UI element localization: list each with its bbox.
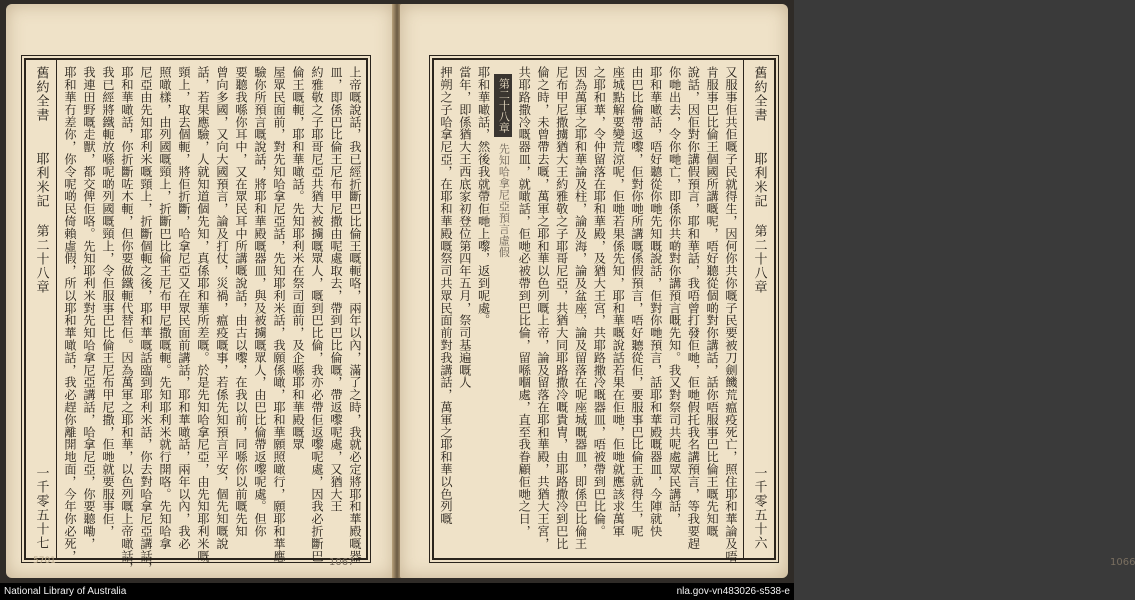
text-column: 尼亞由先知耶利米嘅頸上，折斷個軛之後，耶和華嘅話臨到耶利米話，你去對哈拿尼亞講話， bbox=[139, 66, 153, 575]
running-title: 舊約全書 bbox=[33, 66, 49, 122]
text-column: 當年，即係猶大王西底家初登位第四年五月，祭司基遍嘅人 bbox=[457, 66, 472, 389]
chapter-label: 第二十八章 bbox=[33, 224, 49, 294]
text-column: 尼布甲尼撒擄猶大王約雅敬之子耶哥尼亞，共猶大同耶路撒冷嘅貴冑，由耶路撒冷到巴比 bbox=[554, 66, 569, 550]
right-page-text bbox=[438, 66, 738, 562]
chapter-heading-block bbox=[494, 66, 512, 552]
text-column: 倫之時，未曾帶去嘅，萬軍之耶和華以色列嘅上帝，論及留落在耶和華殿，共猶大王宮， bbox=[535, 66, 550, 550]
text-column: 耶和華噉話，然後我就帶佢哋上嚟，返到呢處。 bbox=[476, 66, 491, 327]
text-column: 耶和華冇差你，你令呢啲民倚賴虛假，所以耶和華噉話，我必趕你離開地面，今年你必死， bbox=[63, 66, 77, 562]
text-column: 之耶和華，令仲留落在耶和華殿，及猶大王宮，共耶路撒冷嘅器皿，唔被帶到巴比倫。 bbox=[592, 66, 607, 538]
running-title: 舊約全書 bbox=[751, 66, 767, 122]
text-column: 照噉樣，由列國嘅頸上，折斷巴比倫王尼布甲尼撒嘅軛。先知耶利米就行開咯。先知哈拿 bbox=[158, 66, 172, 550]
catalog-stamp: 5701 bbox=[33, 556, 56, 566]
archive-identifier: nla.gov-vn483026-s538-e bbox=[676, 586, 790, 597]
text-column: 屋眾民面前，對先知哈拿尼亞話，先知耶利米話，我願係噉，耶和華願照噉行，願耶和華應 bbox=[272, 66, 286, 562]
text-column: 共耶路撒冷嘅器皿，就噉話，佢哋必被帶到巴比倫，留喺嗰處，直至我眷顧佢哋之日， bbox=[517, 66, 532, 538]
archive-footer bbox=[0, 583, 794, 600]
text-column: 我連田野嘅走獸，都交俾佢咯。先知耶利米對先知哈拿尼亞講話，哈拿尼亞，你要聽嘞， bbox=[82, 66, 96, 550]
text-column: 曾向多國，又向大國預言，論及打仗，災禍，瘟疫嘅事，若係先知預言平安，個先知嘅說 bbox=[215, 66, 229, 550]
text-column: 皿，即係巴比倫王尼布甲尼撒由呢處取去，帶到巴比倫嘅，帶返嚟呢處，又猶大王 bbox=[329, 66, 343, 513]
book-title: 耶利米記 bbox=[33, 152, 49, 208]
folio-number: 1067 bbox=[329, 557, 355, 568]
text-column: 頸上，取去個軛，將佢折斷，哈拿尼亞又在眾民面前講話，耶和華噉話，兩年以內，我必 bbox=[177, 66, 191, 550]
text-column: 驗你所預言嘅說話，將耶和華殿嘅器皿，與及被擄嘅眾人，由巴比倫帶返嚟呢處。但你 bbox=[253, 66, 267, 538]
book-title: 耶利米記 bbox=[751, 152, 767, 208]
text-column: 約雅敬之子耶哥尼亞共猶大被擄嘅眾人，嘅到巴比倫，我亦必帶佢返嚟呢處，因我必折斷巴 bbox=[310, 66, 324, 562]
text-column: 耶和華噉話，你折斷咗木軛，但你要做鐵軛代替佢。因為萬軍之耶和華，以色列嘅上帝噉話， bbox=[120, 66, 134, 575]
chapter-summary: 先知哈拿尼亞預言虛假 bbox=[497, 143, 511, 258]
left-page bbox=[6, 4, 394, 578]
text-column: 上帝嘅說話，我已經折斷巴比倫王嘅軛咯，兩年以內，滿了之時，我就必定將耶和華殿嘅器 bbox=[348, 66, 362, 562]
text-column: 座城點解要變荒涼呢，佢哋若果係先知，耶和華嘅說話若果在佢哋，佢哋就應該求萬軍 bbox=[611, 66, 626, 538]
text-column: 我已經將鐵軛放喺呢啲列國嘅頸上，令佢服事巴比倫王尼布甲尼撒，佢哋就要服事佢， bbox=[101, 66, 115, 538]
library-credit: National Library of Australia bbox=[4, 586, 127, 597]
folio-number: 1066 bbox=[1110, 557, 1135, 568]
text-column: 耶和華噉話，唔好聽從你哋先知嘅說話，佢對你哋預言，話耶和華殿嘅器皿，今陣就快 bbox=[648, 66, 663, 538]
right-page-frame bbox=[432, 58, 776, 560]
text-column: 因為萬軍之耶和華論及柱，論及海，論及盆座，論及留落在呢座城嘅器皿，即係巴比倫王 bbox=[573, 66, 588, 550]
text-column: 要聽我喺你耳中，又在眾民耳中所講嘅說話，由古以嚟，在我以前，同喺你以前嘅先知 bbox=[234, 66, 248, 538]
text-column: 倫王嘅軛，耶和華噉話。先知耶利米在祭司面前，及企喺耶和華殿嘅眾 bbox=[291, 66, 305, 451]
text-column: 由巴比倫帶返嚟，佢對你哋所講嘅係假預言，唔好聽從佢，要服事巴比倫王就得生，呢 bbox=[629, 66, 644, 538]
text-column: 肯服事巴比倫王個國所講嘅呢，唔好聽從個啲對你講話，話你唔服事巴比倫王嘅先知嘅 bbox=[705, 66, 720, 538]
page-number: 一千零五十六 bbox=[751, 466, 767, 550]
right-page bbox=[400, 4, 1135, 578]
text-column: 話，若果應驗，人就知道個先知，真係耶和華所差嘅。於是先知哈拿尼亞，由先知耶利米嘅 bbox=[196, 66, 210, 562]
text-column: 說話，因佢對你講假預言，耶和華話，我唔曾打發佢哋，佢哋假托我名講預言，等我要趕 bbox=[686, 66, 701, 550]
right-margin-column bbox=[743, 60, 774, 558]
chapter-heading: 第二十八章 bbox=[494, 74, 512, 137]
text-column: 你哋出去，令你哋亡，即係你共啲對你講預言嘅先知。我又對祭司共呢處眾民講話， bbox=[667, 66, 682, 525]
chapter-label: 第二十八章 bbox=[751, 224, 767, 294]
page-number: 一千零五十七 bbox=[33, 466, 49, 550]
text-column: 又服事佢共佢嘅子民就得生，因何你共你嘅子民要被刀劍饑荒瘟疫死亡，照住耶和華論及唔 bbox=[723, 66, 738, 562]
left-margin-column bbox=[26, 60, 57, 558]
text-column: 押朔之子哈拿尼亞，在耶和華殿嘅祭司共眾民面前對我講話，萬軍之耶和華以色列嘅 bbox=[439, 66, 453, 525]
